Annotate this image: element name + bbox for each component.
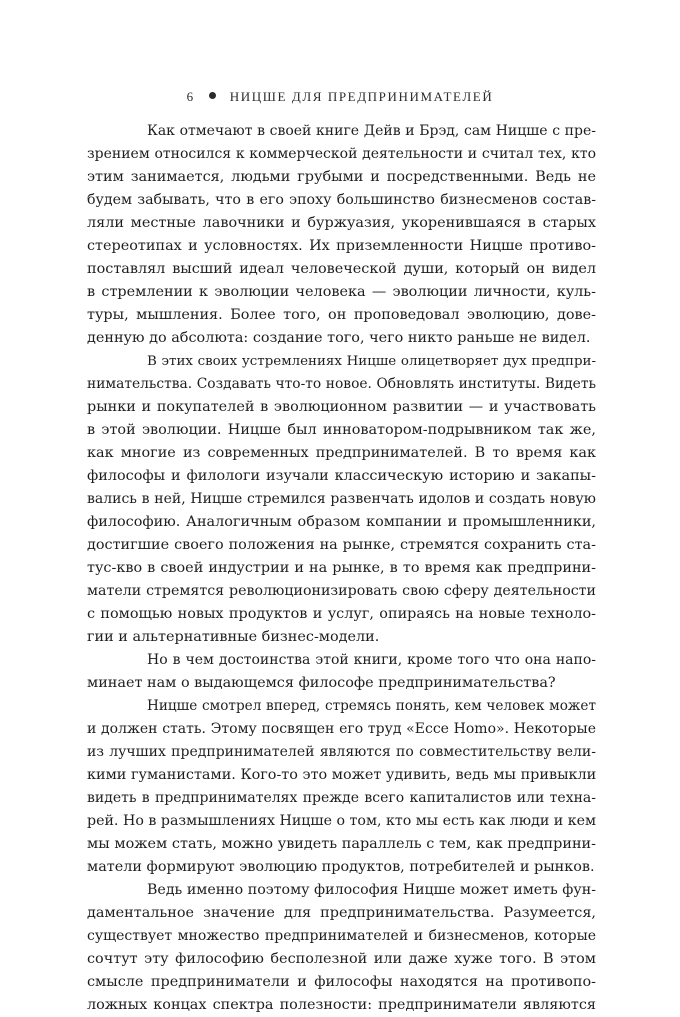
text-line: Как отмечают в своей книге Дейв и Брэд, сам Ницше с пре-	[147, 123, 596, 139]
text-line: этим занимается, людьми грубыми и посредственными. Ведь не	[87, 169, 596, 185]
text-line: Ницше смотрел вперед, стремясь понять, кем человек может	[147, 698, 596, 714]
text-line: будем забывать, что в его эпоху большинство бизнесменов состав-	[87, 192, 596, 208]
text-line: ляли местные лавочники и буржуазия, укоренившаяся в старых	[87, 215, 596, 231]
text-line: рей. Но в размышлениях Ницше о том, кто мы есть как люди и кем	[87, 813, 596, 829]
text-line: ложных концах спектра полезности: предприниматели являются	[87, 997, 596, 1013]
text-line: сочтут эту философию бесполезной или даже хуже того. В этом	[87, 951, 596, 967]
text-line: нимательства. Создавать что-то новое. Обновлять институты. Видеть	[87, 376, 596, 392]
text-line: Ведь именно поэтому философия Ницше может иметь фун-	[147, 882, 596, 898]
text-line: матели формируют эволюцию продуктов, потребителей и рынков.	[87, 859, 595, 875]
text-line: из лучших предпринимателей являются по совместительству вели-	[87, 744, 596, 760]
text-line: минает нам о выдающемся философе предпринимательства?	[87, 675, 556, 691]
text-line: денную до абсолюта: создание того, чего никто раньше не видел.	[87, 330, 591, 346]
text-line: философы и филологи изучали классическую историю и закапы-	[87, 468, 596, 484]
text-line: даментальное значение для предпринимательства. Разумеется,	[87, 905, 596, 921]
text-line: вались в ней, Ницше стремился развенчать идолов и создать новую	[87, 491, 596, 507]
text-line: туры, мышления. Более того, он проповедовал эволюцию, дове-	[87, 307, 596, 323]
text-line: гии и альтернативные бизнес-модели.	[87, 629, 380, 645]
text-line: матели стремятся революционизировать свою сферу деятельности	[87, 583, 596, 599]
text-line: поставлял высший идеал человеческой души, который он видел	[87, 261, 596, 277]
book-title: НИЦШЕ ДЛЯ ПРЕДПРИНИМАТЕЛЕЙ	[229, 89, 494, 104]
text-line: мы можем стать, можно увидеть параллель с тем, как предприни-	[87, 836, 596, 852]
text-line: В этих своих устремлениях Ницше олицетворяет дух предпри-	[147, 354, 596, 369]
bullet-separator	[209, 92, 216, 99]
page-number: 6	[186, 89, 195, 104]
text-line: тус-кво в своей индустрии и на рынке, в то время как предприни-	[87, 560, 596, 576]
text-line: и должен стать. Этому посвящен его труд «Ecce Homo». Некоторые	[87, 721, 596, 737]
text-line: зрением относился к коммерческой деятельности и считал тех, кто	[87, 146, 596, 162]
text-line: Но в чем достоинства этой книги, кроме того что она напо-	[147, 652, 596, 668]
text-line: философию. Аналогичным образом компании и промышленники,	[87, 514, 596, 530]
text-line: в этой эволюции. Ницше был инноватором-подрывником так же,	[87, 422, 596, 438]
text-line: в стремлении к эволюции человека — эволюции личности, куль-	[87, 284, 596, 300]
body-text	[87, 120, 596, 1017]
text-line: смысле предприниматели и философы находятся на противопо-	[87, 974, 596, 990]
text-line: рынки и покупателей в эволюционном развитии — и участвовать	[87, 399, 596, 415]
text-line: стереотипах и условностях. Их приземленности Ницше противо-	[87, 238, 596, 254]
text-line: с помощью новых продуктов и услуг, опираясь на новые техноло-	[87, 606, 596, 622]
text-line: кими гуманистами. Кого-то это может удивить, ведь мы привыкли	[87, 767, 596, 783]
text-line: как многие из современных предпринимателей. В то время как	[87, 445, 596, 461]
running-head	[0, 89, 680, 105]
text-line: видеть в предпринимателях прежде всего капиталистов или технa-	[87, 790, 596, 806]
text-line: достигшие своего положения на рынке, стремятся сохранить ста-	[87, 537, 596, 553]
text-line: существует множество предпринимателей и бизнесменов, которые	[87, 928, 596, 944]
